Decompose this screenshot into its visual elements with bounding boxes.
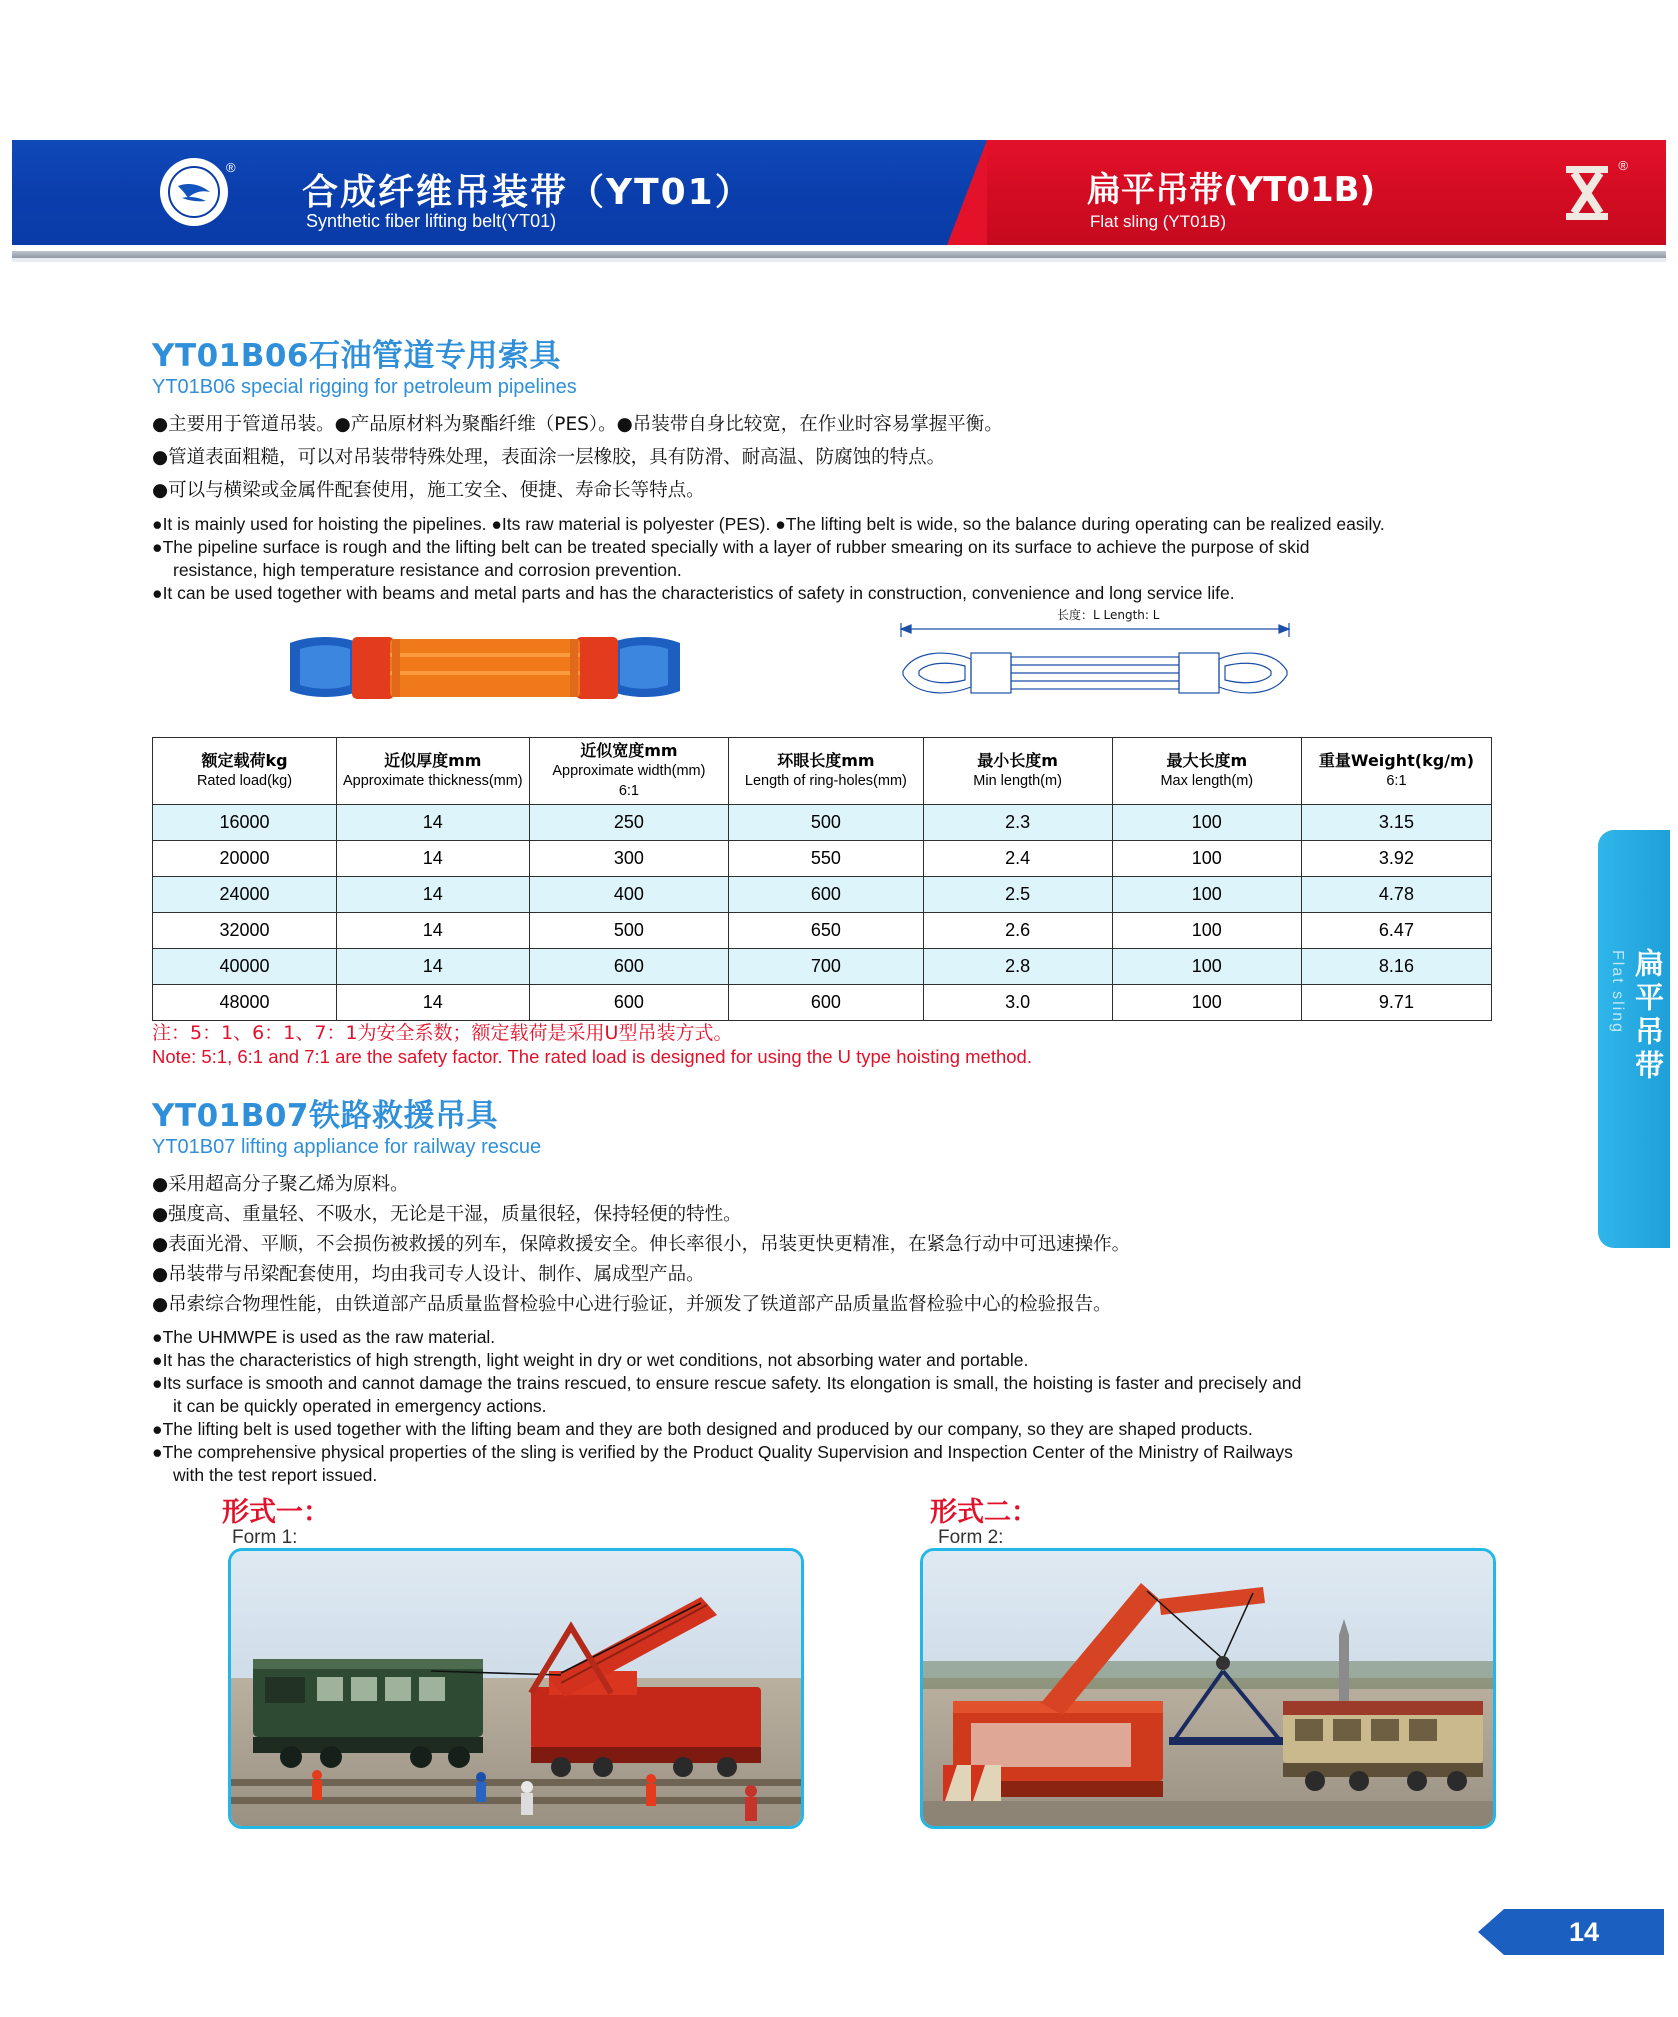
header-divider-light — [12, 258, 1666, 262]
cell-width: 300 — [529, 841, 729, 877]
cell-thickness: 14 — [337, 877, 530, 913]
th-ring-hole-length: 环眼长度mm Length of ring-holes(mm) — [729, 738, 923, 805]
cell-thickness: 14 — [337, 985, 530, 1021]
table-row — [153, 841, 1492, 877]
form2-label-cn: 形式二： — [930, 1497, 1038, 1528]
technical-drawing-flat-sling — [885, 603, 1305, 728]
section2-bullet-cn-1: ●强度高、重量轻、不吸水，无论是干湿，质量很轻，保持轻便的特性。 — [152, 1204, 742, 1225]
form1-label-en: Form 1: — [232, 1527, 298, 1548]
section1-bullet-en-1: ●The pipeline surface is rough and the lifting belt can be treated specially with a layer of rubber smearing on its surface to achieve the purpose of skid — [152, 537, 1310, 557]
cell-rated-load: 24000 — [153, 877, 337, 913]
company-logo-icon — [160, 158, 228, 226]
header-left-title-cn: 合成纤维吊装带（YT01） — [302, 172, 753, 213]
section2-bullet-en-1: ●It has the characteristics of high strength, light weight in dry or wet conditions, not absorbing water and portable. — [152, 1350, 1029, 1370]
th-rated-load: 额定载荷kg Rated load(kg) — [153, 738, 337, 805]
cell-max-length: 100 — [1112, 913, 1301, 949]
section2-bullet-en-4: ●The lifting belt is used together with the lifting beam and they are both designed and produced by our company, so they are shaped products. — [152, 1419, 1253, 1439]
cell-thickness: 14 — [337, 805, 530, 841]
cell-min-length: 2.6 — [923, 913, 1112, 949]
product-photo-flat-sling — [280, 613, 690, 723]
cell-max-length: 100 — [1112, 877, 1301, 913]
cell-rated-load: 16000 — [153, 805, 337, 841]
cell-max-length: 100 — [1112, 949, 1301, 985]
spec-table — [152, 737, 1492, 1021]
section2-bullet-en-2: ●Its surface is smooth and cannot damage the trains rescued, to ensure rescue safety. Its elongation is small, the hoisting is faster and precisely and — [152, 1373, 1302, 1393]
registered-mark-left: ® — [226, 160, 236, 175]
header-divider — [12, 251, 1666, 258]
registered-mark-right: ® — [1618, 158, 1628, 173]
section2-bullet-en-3: it can be quickly operated in emergency actions. — [173, 1396, 547, 1416]
cell-ring-length: 650 — [729, 913, 923, 949]
header-right-title-en: Flat sling (YT01B) — [1090, 212, 1227, 231]
table-header-row — [153, 738, 1492, 805]
header-left-title-en: Synthetic fiber lifting belt(YT01) — [306, 211, 557, 231]
drawing-length-label: 长度：L Length: L — [1057, 608, 1160, 622]
section1-title-cn: YT01B06石油管道专用索具 — [152, 338, 562, 374]
section2-bullet-cn-2: ●表面光滑、平顺，不会损伤被救援的列车，保障救援安全。伸长率很小，吊装更快更精准，在紧急行动中可迅速操作。 — [152, 1234, 1131, 1255]
cell-weight: 9.71 — [1301, 985, 1491, 1021]
cell-thickness: 14 — [337, 949, 530, 985]
cell-weight: 8.16 — [1301, 949, 1491, 985]
cell-min-length: 3.0 — [923, 985, 1112, 1021]
cell-width: 500 — [529, 913, 729, 949]
section1-bullet-en-2: resistance, high temperature resistance and corrosion prevention. — [173, 560, 682, 580]
table-row — [153, 913, 1492, 949]
section2-bullet-en-0: ●The UHMWPE is used as the raw material. — [152, 1327, 496, 1347]
section1-bullet-en-0: ●It is mainly used for hoisting the pipelines. ●Its raw material is polyester (PES). ●The lifting belt is wide, so the balance during operating can be realized easily. — [152, 514, 1385, 534]
page-header — [12, 140, 1666, 245]
section1-bullet-cn-0: ●主要用于管道吊装。●产品原材料为聚酯纤维（PES）。●吊装带自身比较宽，在作业时容易掌握平衡。 — [152, 414, 1003, 435]
cell-weight: 4.78 — [1301, 877, 1491, 913]
cell-weight: 6.47 — [1301, 913, 1491, 949]
cell-ring-length: 550 — [729, 841, 923, 877]
section2-title-en: YT01B07 lifting appliance for railway rescue — [152, 1136, 542, 1158]
cell-rated-load: 40000 — [153, 949, 337, 985]
page-number: 14 — [1504, 1909, 1664, 1955]
cell-max-length: 100 — [1112, 841, 1301, 877]
cell-width: 600 — [529, 949, 729, 985]
table-row — [153, 877, 1492, 913]
table-row — [153, 805, 1492, 841]
side-tab-label-cn: 扁平吊带 — [1631, 948, 1665, 1084]
th-weight: 重量Weight(kg/m) 6:1 — [1301, 738, 1491, 805]
cell-min-length: 2.8 — [923, 949, 1112, 985]
th-max-length: 最大长度m Max length(m) — [1112, 738, 1301, 805]
cell-width: 250 — [529, 805, 729, 841]
cell-thickness: 14 — [337, 841, 530, 877]
section2-bullet-cn-4: ●吊索综合物理性能，由铁道部产品质量监督检验中心进行验证，并颁发了铁道部产品质量监督检验中心的检验报告。 — [152, 1294, 1112, 1315]
cell-min-length: 2.3 — [923, 805, 1112, 841]
cell-min-length: 2.5 — [923, 877, 1112, 913]
section1-bullet-en-3: ●It can be used together with beams and metal parts and has the characteristics of safety in construction, convenience and long service life. — [152, 583, 1235, 603]
cell-max-length: 100 — [1112, 805, 1301, 841]
table-note-en: Note: 5:1, 6:1 and 7:1 are the safety factor. The rated load is designed for using the U type hoisting method. — [152, 1046, 1032, 1067]
section2-bullet-cn-3: ●吊装带与吊梁配套使用，均由我司专人设计、制作、属成型产品。 — [152, 1264, 705, 1285]
form2-label-en: Form 2: — [938, 1527, 1004, 1548]
cell-ring-length: 700 — [729, 949, 923, 985]
cell-rated-load: 48000 — [153, 985, 337, 1021]
section2-bullet-en-5: ●The comprehensive physical properties of the sling is verified by the Product Quality Supervision and Inspection Center of the Ministry of Railways — [152, 1442, 1293, 1462]
form1-label-cn: 形式一： — [222, 1497, 330, 1528]
cell-rated-load: 20000 — [153, 841, 337, 877]
form1-photo — [228, 1548, 804, 1829]
cell-max-length: 100 — [1112, 985, 1301, 1021]
section1-bullet-cn-2: ●可以与横梁或金属件配套使用，施工安全、便捷、寿命长等特点。 — [152, 480, 705, 501]
section2-title-cn: YT01B07铁路救援吊具 — [152, 1098, 499, 1134]
th-width: 近似宽度mm Approximate width(mm) 6:1 — [529, 738, 729, 805]
cell-width: 400 — [529, 877, 729, 913]
brand-mark-icon — [1556, 162, 1618, 224]
cell-thickness: 14 — [337, 913, 530, 949]
table-row — [153, 949, 1492, 985]
th-min-length: 最小长度m Min length(m) — [923, 738, 1112, 805]
cell-ring-length: 600 — [729, 985, 923, 1021]
side-tab-label-en: Flat sling — [1609, 950, 1626, 1035]
cell-weight: 3.92 — [1301, 841, 1491, 877]
table-row — [153, 985, 1492, 1021]
cell-min-length: 2.4 — [923, 841, 1112, 877]
section1-title-en: YT01B06 special rigging for petroleum pipelines — [152, 376, 577, 398]
side-tab-flat-sling[interactable] — [1598, 830, 1670, 1248]
section2-bullet-cn-0: ●采用超高分子聚乙烯为原料。 — [152, 1174, 409, 1195]
cell-ring-length: 600 — [729, 877, 923, 913]
th-thickness: 近似厚度mm Approximate thickness(mm) — [337, 738, 530, 805]
cell-ring-length: 500 — [729, 805, 923, 841]
header-right-title-cn: 扁平吊带(YT01B) — [1087, 170, 1376, 210]
cell-width: 600 — [529, 985, 729, 1021]
table-note-cn: 注：5：1、6：1、7：1为安全系数；额定载荷是采用U型吊装方式。 — [152, 1022, 733, 1044]
form2-photo — [920, 1548, 1496, 1829]
cell-rated-load: 32000 — [153, 913, 337, 949]
cell-weight: 3.15 — [1301, 805, 1491, 841]
section2-bullet-en-6: with the test report issued. — [173, 1465, 378, 1485]
section1-bullet-cn-1: ●管道表面粗糙，可以对吊装带特殊处理，表面涂一层橡胶，具有防滑、耐高温、防腐蚀的特点。 — [152, 447, 946, 468]
